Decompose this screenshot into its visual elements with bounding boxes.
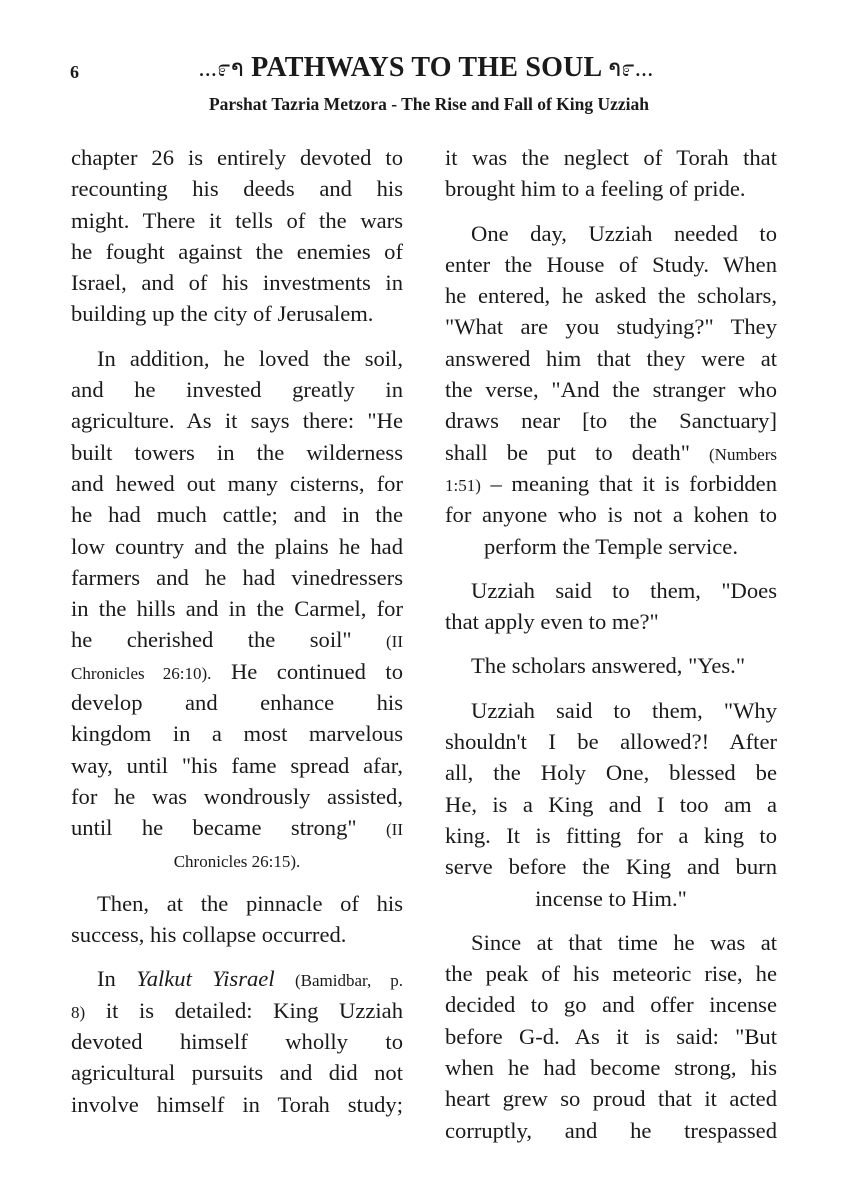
citation: 8) — [71, 1002, 86, 1022]
paragraph — [445, 695, 777, 914]
text-line — [71, 687, 403, 718]
text-segment: built towers in the wilderness — [71, 439, 403, 465]
text-line — [71, 593, 403, 624]
text-segment: Then, at the pinnacle of his — [97, 890, 403, 916]
text-line — [445, 218, 777, 249]
text-segment: might. There it tells of the wars — [71, 207, 403, 233]
text-segment: he entered, he asked the scholars, — [445, 283, 777, 309]
text-segment: involve himself in Torah study; — [71, 1091, 403, 1117]
text-line — [445, 173, 777, 204]
text-line — [71, 173, 403, 204]
text-segment: in the hills and in the Carmel, for — [71, 596, 403, 622]
text-segment: all, the Holy One, blessed be — [445, 760, 777, 786]
text-segment: low country and the plains he had — [71, 533, 403, 559]
text-segment: farmers and he had vinedressers — [71, 564, 403, 590]
text-line — [445, 575, 777, 606]
italic-title: Yalkut Yisrael — [136, 966, 275, 992]
citation: (II — [386, 632, 403, 652]
text-line — [445, 851, 777, 882]
text-segment: agricultural pursuits and did not — [71, 1060, 403, 1086]
text-line — [71, 531, 403, 562]
ornament-right-icon: າ೯... — [608, 56, 654, 82]
text-segment: recounting his deeds and his — [71, 176, 403, 202]
text-segment: it is detailed: King Uzziah — [85, 997, 403, 1023]
text-segment: He, is a King and I too am a — [445, 791, 777, 817]
text-line — [71, 267, 403, 298]
text-line — [71, 298, 403, 329]
text-segment: the peak of his meteoric rise, he — [445, 961, 777, 987]
text-line — [445, 695, 777, 726]
text-segment: decided to go and offer incense — [445, 992, 777, 1018]
book-title: PATHWAYS TO THE SOUL — [251, 52, 601, 83]
text-line — [445, 374, 777, 405]
text-segment: devoted himself wholly to — [71, 1029, 403, 1055]
text-segment: brought him to a feeling of pride. — [445, 176, 746, 202]
text-segment: for anyone who is not a kohen to — [445, 502, 777, 528]
text-line — [71, 888, 403, 919]
paragraph — [445, 142, 777, 205]
text-segment: – meaning that it is forbidden — [480, 470, 777, 496]
text-line — [71, 718, 403, 749]
citation: (Bamidbar, p. — [294, 971, 403, 991]
text-line — [445, 531, 777, 562]
text-line — [71, 781, 403, 812]
citation: Chronicles 26:10). — [71, 663, 212, 683]
text-segment: Since at that time he was at — [471, 929, 777, 955]
text-line — [71, 656, 403, 687]
text-segment: success, his collapse occurred. — [71, 922, 347, 948]
paragraph — [445, 218, 777, 562]
text-segment: perform the Temple service. — [484, 533, 738, 559]
citation: Chronicles 26:15). — [173, 851, 301, 871]
text-segment: way, until "his fame spread afar, — [71, 752, 403, 778]
text-segment: shouldn't I be allowed?! After — [445, 729, 777, 755]
text-line — [445, 927, 777, 958]
text-line — [445, 405, 777, 436]
citation: (II — [386, 820, 403, 840]
text-line — [71, 812, 403, 843]
paragraph — [445, 650, 777, 681]
text-line — [71, 374, 403, 405]
text-line — [445, 883, 777, 914]
text-line — [445, 757, 777, 788]
paragraph — [445, 927, 777, 1146]
running-title — [0, 52, 846, 84]
text-line — [71, 236, 403, 267]
text-line — [71, 205, 403, 236]
text-segment: heart grew so proud that it acted — [445, 1086, 777, 1112]
text-line — [445, 249, 777, 280]
text-segment: draws near [to the Sanctuary] — [445, 408, 777, 434]
text-line — [71, 499, 403, 530]
text-segment: agriculture. As it says there: "He — [71, 408, 403, 434]
text-line — [71, 405, 403, 436]
paragraph — [71, 343, 403, 875]
text-segment: he fought against the enemies of — [71, 238, 403, 264]
text-line — [445, 820, 777, 851]
paragraph — [71, 142, 403, 330]
text-segment: he cherished the soil" — [71, 627, 387, 653]
text-line — [445, 1083, 777, 1114]
left-column — [71, 142, 403, 1133]
text-segment: he had much cattle; and in the — [71, 502, 403, 528]
paragraph — [71, 888, 403, 951]
text-segment: He continued to — [211, 658, 403, 684]
text-segment: One day, Uzziah needed to — [471, 220, 777, 246]
text-segment: corruptly, and he trespassed — [445, 1117, 777, 1143]
citation: (Numbers — [709, 444, 777, 464]
text-line — [445, 989, 777, 1020]
text-line — [445, 726, 777, 757]
text-segment: chapter 26 is entirely devoted to — [71, 145, 403, 170]
text-line — [445, 343, 777, 374]
text-segment: until he became strong" — [71, 815, 387, 841]
text-segment: enter the House of Study. When — [445, 251, 777, 277]
ornament-left-icon: ...೯າ — [198, 56, 244, 82]
text-line — [445, 958, 777, 989]
text-segment: king. It is fitting for a king to — [445, 822, 777, 848]
text-segment: Uzziah said to them, "Why — [471, 697, 777, 723]
page-number: 6 — [70, 62, 79, 82]
text-segment: it was the neglect of Torah that — [445, 145, 777, 170]
text-segment: for he was wondrously assisted, — [71, 783, 403, 809]
text-segment: serve before the King and burn — [445, 854, 777, 880]
text-line — [445, 1021, 777, 1052]
text-line — [445, 280, 777, 311]
paragraph — [445, 575, 777, 638]
text-segment: In — [97, 966, 137, 992]
text-line — [445, 499, 777, 530]
text-line — [71, 919, 403, 950]
chapter-subtitle: Parshat Tazria Metzora - The Rise and Fall of King Uzziah — [208, 94, 650, 114]
text-line — [445, 468, 777, 499]
text-line — [445, 789, 777, 820]
text-segment: building up the city of Jerusalem. — [71, 301, 374, 327]
text-line — [445, 606, 777, 637]
text-segment: kingdom in a most marvelous — [71, 721, 403, 747]
text-line — [445, 311, 777, 342]
text-line — [71, 1026, 403, 1057]
text-segment: Israel, and of his investments in — [71, 270, 403, 296]
paragraph — [71, 963, 403, 1119]
right-column — [445, 142, 777, 1159]
text-line — [445, 437, 777, 468]
text-line — [71, 1057, 403, 1088]
text-line — [445, 1052, 777, 1083]
text-line — [445, 1115, 777, 1146]
text-segment: shall be put to death" — [445, 439, 710, 465]
text-segment: before G-d. As it is said: "But — [445, 1023, 777, 1049]
text-line — [71, 963, 403, 994]
text-segment: that apply even to me?" — [445, 609, 659, 635]
text-line — [71, 750, 403, 781]
citation: 1:51) — [445, 475, 481, 495]
text-line — [71, 995, 403, 1026]
text-segment: Uzziah said to them, "Does — [471, 577, 777, 603]
text-line — [71, 624, 403, 655]
text-line — [71, 1089, 403, 1120]
text-line — [71, 142, 403, 173]
text-segment: and he invested greatly in — [71, 377, 403, 403]
text-line — [71, 562, 403, 593]
text-segment: the verse, "And the stranger who — [445, 377, 777, 403]
text-segment: when he had become strong, his — [445, 1055, 777, 1081]
text-segment: The scholars answered, "Yes." — [471, 653, 746, 679]
text-segment: develop and enhance his — [71, 690, 403, 716]
text-segment: "What are you studying?" They — [445, 314, 777, 340]
text-line — [71, 343, 403, 374]
text-segment: In addition, he loved the soil, — [97, 345, 403, 371]
text-segment: incense to Him." — [535, 885, 687, 911]
text-line — [71, 844, 403, 875]
text-line — [445, 650, 777, 681]
text-line — [445, 142, 777, 173]
text-segment: answered him that they were at — [445, 345, 777, 371]
text-line — [71, 437, 403, 468]
text-segment: and hewed out many cisterns, for — [71, 470, 403, 496]
text-segment — [275, 966, 295, 991]
text-line — [71, 468, 403, 499]
